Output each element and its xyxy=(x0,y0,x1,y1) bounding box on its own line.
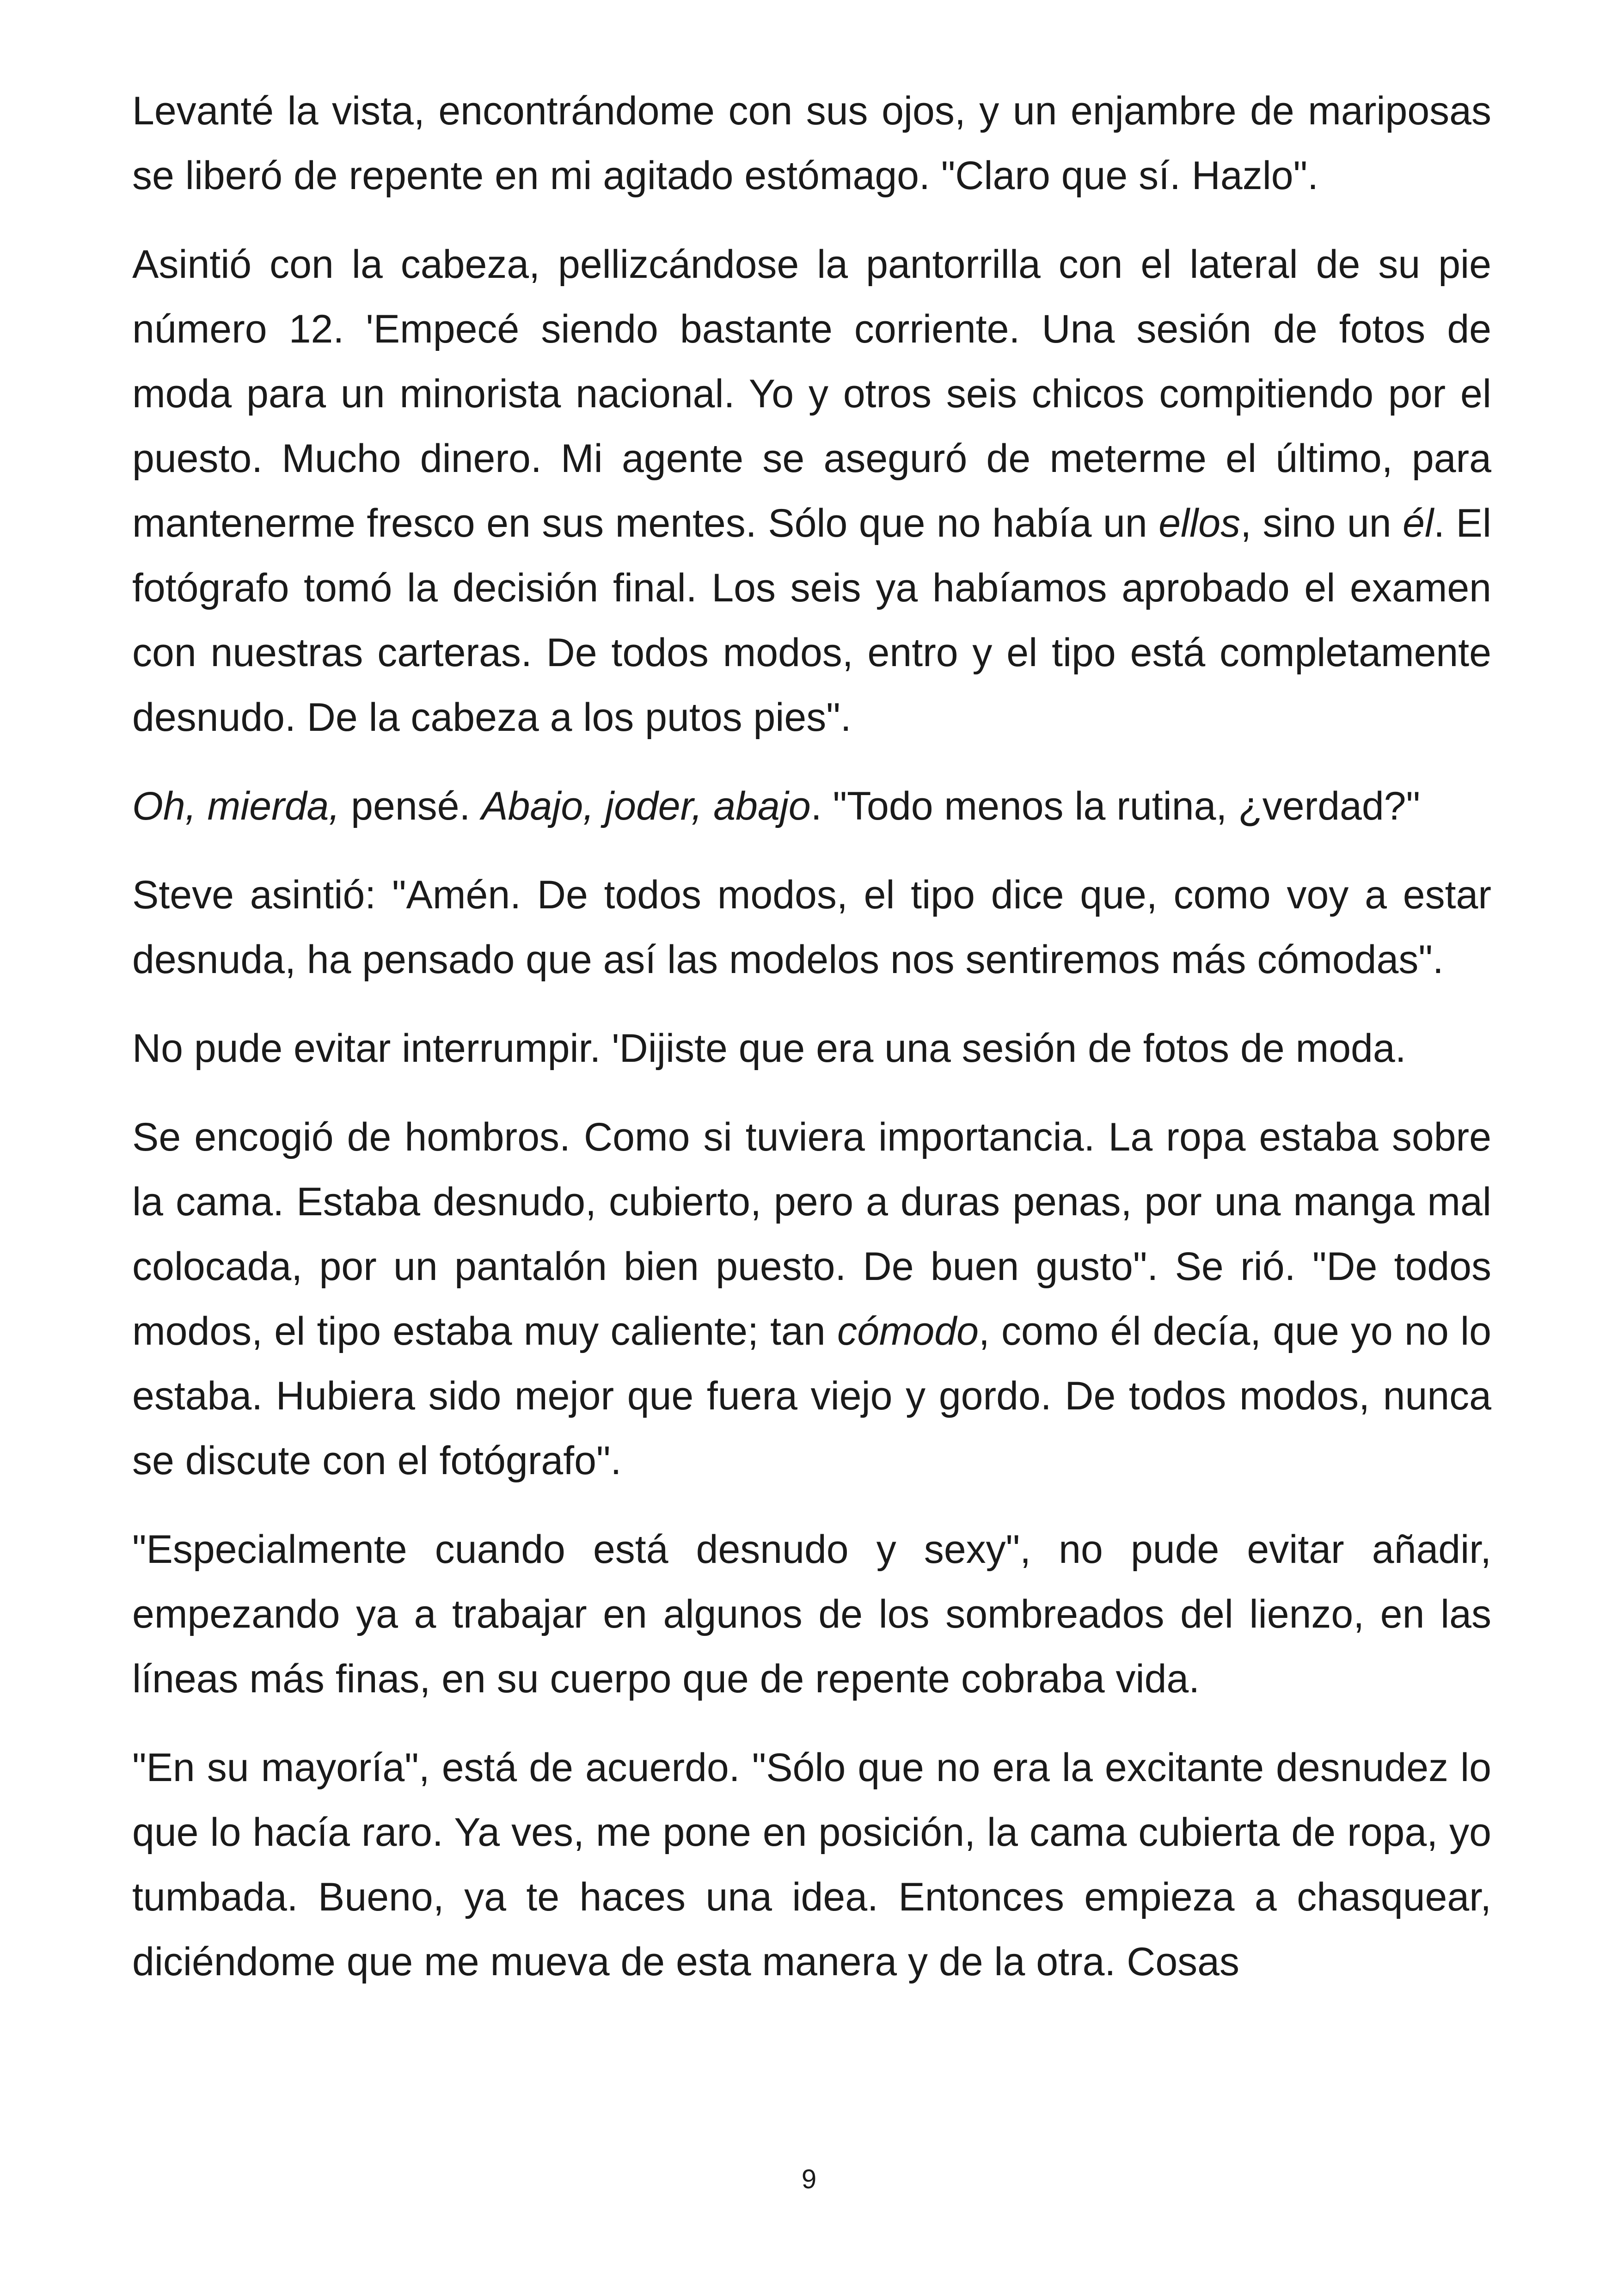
paragraph xyxy=(132,1735,1491,1994)
page-number: 9 xyxy=(801,2164,817,2194)
italic-run: él xyxy=(1403,501,1434,545)
text-run: Levanté la vista, encontrándome con sus ojos, y un enjambre de mariposas se liberó de repente en mi agitado estómago. "Claro que sí. Hazlo". xyxy=(132,89,1491,198)
text-run: . El fotógrafo tomó la decisión final. Los seis ya habíamos aprobado el examen con nuestras carteras. De todos modos, entro y el tipo está completamente desnudo. De la cabeza a los putos pies". xyxy=(132,501,1491,740)
paragraph xyxy=(132,1016,1491,1081)
paragraph xyxy=(132,863,1491,992)
text-run: , como él decía, que yo no lo estaba. Hubiera sido mejor que fuera viejo y gordo. De todos modos, nunca se discute con el fotógrafo". xyxy=(132,1309,1491,1483)
text-run: pensé. xyxy=(340,784,482,828)
italic-run: cómodo xyxy=(837,1309,979,1353)
paragraph xyxy=(132,232,1491,750)
text-run: Asintió con la cabeza, pellizcándose la pantorrilla con el lateral de su pie número 12. 'Empecé siendo bastante corriente. Una sesión de fotos de moda para un minorista nacional. Yo y otros seis chicos compitiendo por el puesto. Mucho dinero. Mi agente se aseguró de meterme el último, para mantenerme fresco en sus mentes. Sólo que no había un xyxy=(132,242,1491,545)
italic-run: ellos xyxy=(1158,501,1241,545)
text-run: . "Todo menos la rutina, ¿verdad?" xyxy=(810,784,1421,828)
italic-run: Oh, mierda, xyxy=(132,784,340,828)
body-text xyxy=(132,79,1491,2018)
text-run: "En su mayoría", está de acuerdo. "Sólo que no era la excitante desnudez lo que lo hacía raro. Ya ves, me pone en posición, la cama cubierta de ropa, yo tumbada. Bueno, ya te haces una idea. Entonces empieza a chasquear, diciéndome que me mueva de esta manera y de la otra. Cosas xyxy=(132,1745,1491,1984)
paragraph xyxy=(132,1105,1491,1493)
text-run: , sino un xyxy=(1240,501,1403,545)
paragraph xyxy=(132,1517,1491,1711)
paragraph xyxy=(132,774,1491,839)
text-run: No pude evitar interrumpir. 'Dijiste que era una sesión de fotos de moda. xyxy=(132,1026,1406,1071)
italic-run: Abajo, joder, abajo xyxy=(481,784,811,828)
paragraph xyxy=(132,79,1491,208)
text-run: Steve asintió: "Amén. De todos modos, el tipo dice que, como voy a estar desnuda, ha pensado que así las modelos nos sentiremos más cómodas". xyxy=(132,873,1491,982)
text-run: Se encogió de hombros. Como si tuviera importancia. La ropa estaba sobre la cama. Estaba desnudo, cubierto, pero a duras penas, por una manga mal colocada, por un pantalón bien puesto. De buen gusto". Se rió. "De todos modos, el tipo estaba muy caliente; tan xyxy=(132,1115,1491,1353)
text-run: "Especialmente cuando está desnudo y sexy", no pude evitar añadir, empezando ya a trabajar en algunos de los sombreados del lienzo, en las líneas más finas, en su cuerpo que de repente cobraba vida. xyxy=(132,1527,1491,1701)
